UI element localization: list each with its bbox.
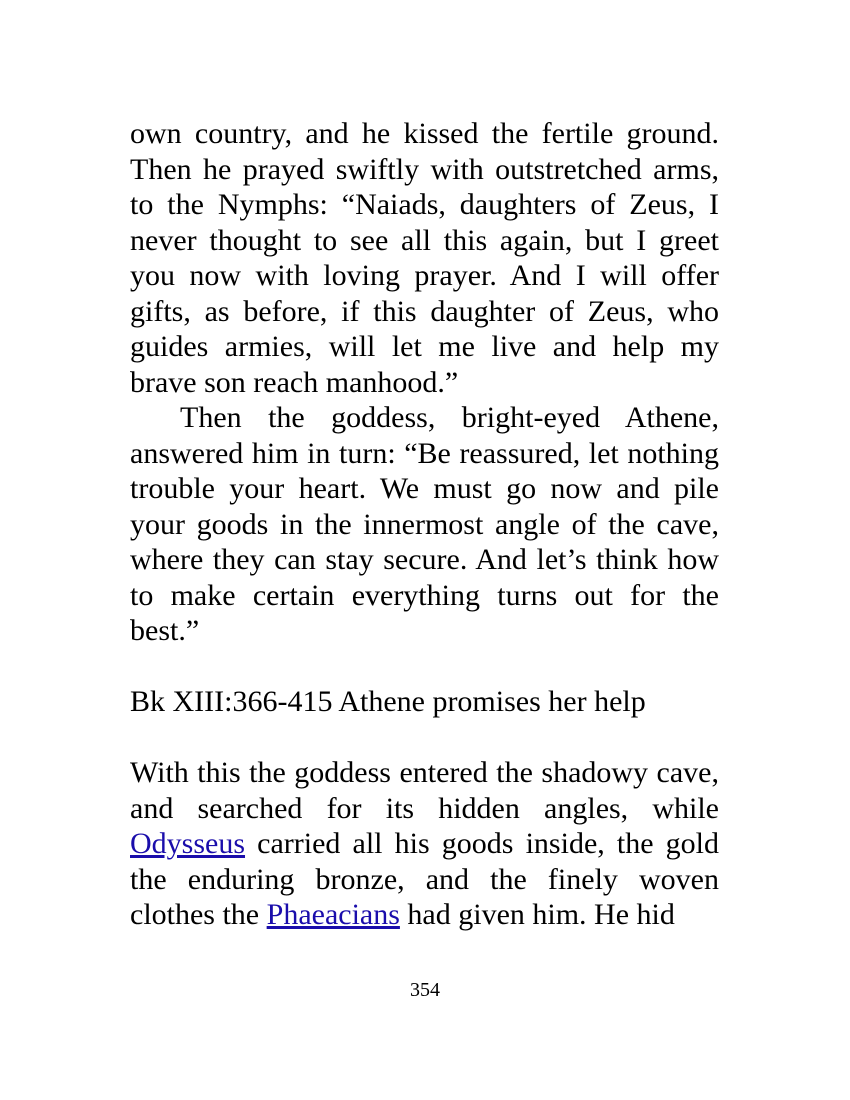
paragraph-nymph-prayer: own country, and he kissed the fertile ground. Then he prayed swiftly with outstretched arms, to the Nymphs: “Naiads, daughters of Zeus, I never thought to see all this again, but I greet you now with loving prayer. And I will offer gifts, as before, if this daughter of Zeus, who guides armies, will let me live and help my brave son reach manhood.” [130, 117, 719, 399]
paragraph-cave [130, 755, 719, 933]
link-odysseus[interactable]: Odysseus [130, 827, 246, 860]
paragraph-cave-text-b: carried all his goods inside, the gold the enduring bronze, and the finely woven clothes the [130, 827, 719, 931]
section-heading: Bk XIII:366-415 Athene promises her help [130, 685, 646, 718]
paragraph-cave-text-c: had given him. He hid [399, 898, 675, 931]
paragraph-athene-answer: Then the goddess, bright-eyed Athene, answered him in turn: “Be reassured, let nothing trouble your heart. We must go now and pile your goods in the innermost angle of the cave, where they can stay secure. And let’s think how to make certain everything turns out for the best.” [130, 401, 719, 647]
page-number: 354 [410, 979, 440, 1001]
spacer [130, 720, 719, 756]
page-body [130, 116, 719, 933]
spacer [130, 649, 719, 685]
paragraph-cave-text-a: With this the goddess entered the shadowy cave, and searched for its hidden angles, while [130, 756, 719, 825]
link-phaeacians[interactable]: Phaeacians [266, 898, 400, 931]
